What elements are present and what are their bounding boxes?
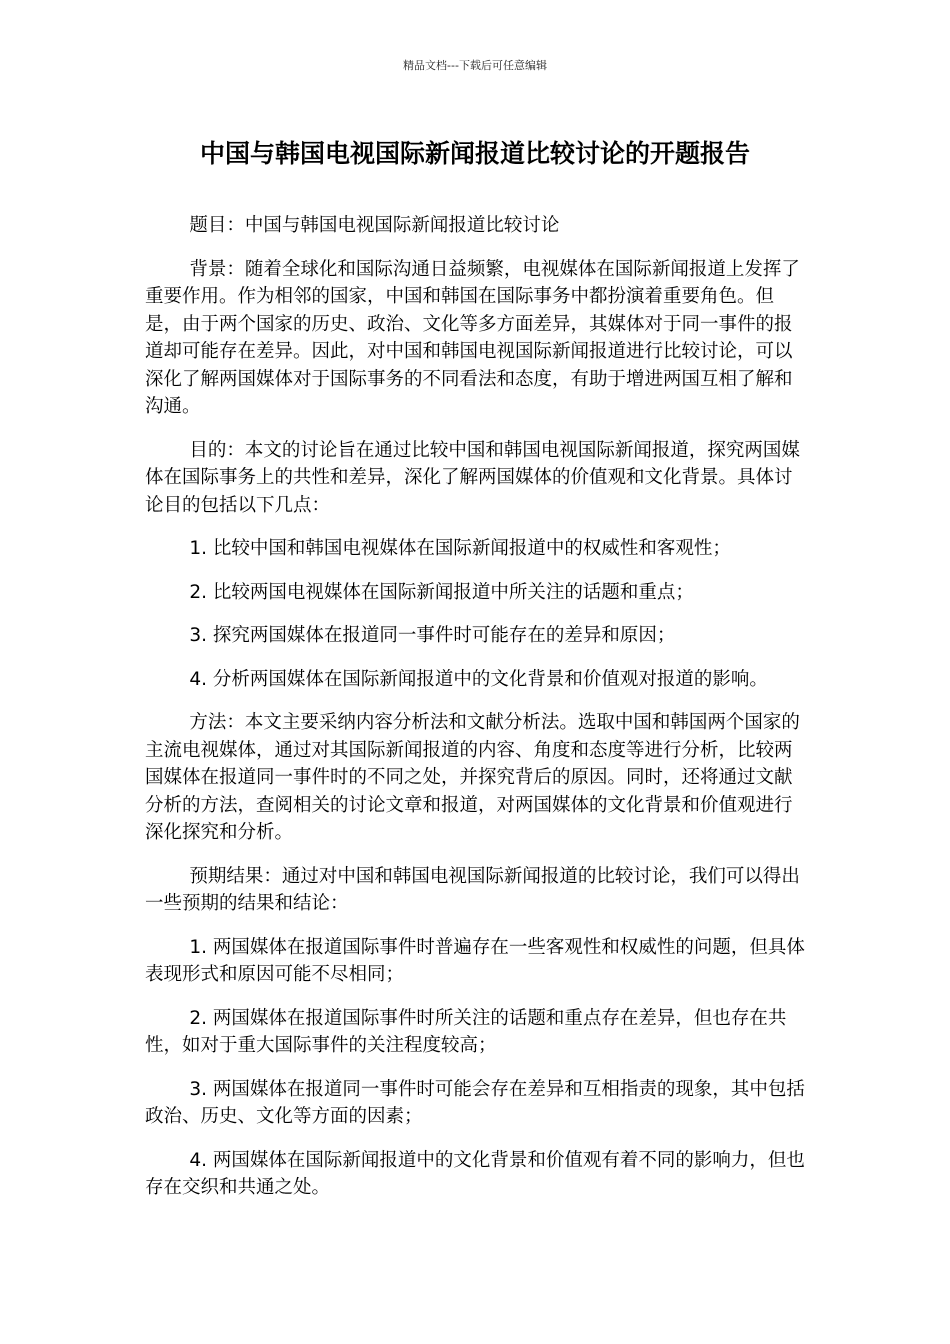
purpose-item-3: 3. 探究两国媒体在报道同一事件时可能存在的差异和原因； <box>189 625 676 646</box>
document-title: 中国与韩国电视国际新闻报道比较讨论的开题报告 <box>199 139 750 168</box>
document-header-note: 精品文档---下载后可任意编辑 <box>403 59 547 72</box>
paragraph-background: 背景：随着全球化和国际沟通日益频繁，电视媒体在国际新闻报道上发挥了重要作用。作为相邻的国家，中国和韩国在国际事务中都扮演着重要角色。但是，由于两个国家的历史、政治、文化等多方面差异，其媒体对于同一事件的报道却可能存在差异。因此，对中国和韩国电视国际新闻报道进行比较讨论，可以深化了解两国媒体对于国际事务的不同看法和态度，有助于增进两国互相了解和沟通。 <box>145 258 800 417</box>
result-item-1: 1. 两国媒体在报道国际事件时普遍存在一些客观性和权威性的问题，但具体表现形式和原因可能不尽相同； <box>145 936 805 985</box>
document-body <box>145 212 807 1218</box>
purpose-item-1: 1. 比较中国和韩国电视媒体在国际新闻报道中的权威性和客观性； <box>189 538 731 559</box>
purpose-item-4: 4. 分析两国媒体在国际新闻报道中的文化背景和价值观对报道的影响。 <box>189 668 768 690</box>
result-item-4: 4. 两国媒体在国际新闻报道中的文化背景和价值观有着不同的影响力，但也存在交织和共通之处。 <box>145 1149 805 1198</box>
purpose-item-2: 2. 比较两国电视媒体在国际新闻报道中所关注的话题和重点； <box>189 581 694 603</box>
paragraph-expected-results: 预期结果：通过对中国和韩国电视国际新闻报道的比较讨论，我们可以得出一些预期的结果和结论： <box>145 865 800 914</box>
result-item-3: 3. 两国媒体在报道同一事件时可能会存在差异和互相指责的现象，其中包括政治、历史、文化等方面的因素； <box>145 1078 805 1127</box>
paragraph-purpose: 目的：本文的讨论旨在通过比较中国和韩国电视国际新闻报道，探究两国媒体在国际事务上的共性和差异，深化了解两国媒体的价值观和文化背景。具体讨论目的包括以下几点： <box>145 439 800 516</box>
result-item-2: 2. 两国媒体在报道国际事件时所关注的话题和重点存在差异，但也存在共性，如对于重大国际事件的关注程度较高； <box>145 1007 787 1056</box>
paragraph-topic: 题目：中国与韩国电视国际新闻报道比较讨论 <box>189 215 560 236</box>
paragraph-method: 方法：本文主要采纳内容分析法和文献分析法。选取中国和韩国两个国家的主流电视媒体，通过对其国际新闻报道的内容、角度和态度等进行分析，比较两国媒体在报道同一事件时的不同之处，并探究背后的原因。同时，还将通过文献分析的方法，查阅相关的讨论文章和报道，对两国媒体的文化背景和价值观进行深化探究和分析。 <box>145 712 800 843</box>
